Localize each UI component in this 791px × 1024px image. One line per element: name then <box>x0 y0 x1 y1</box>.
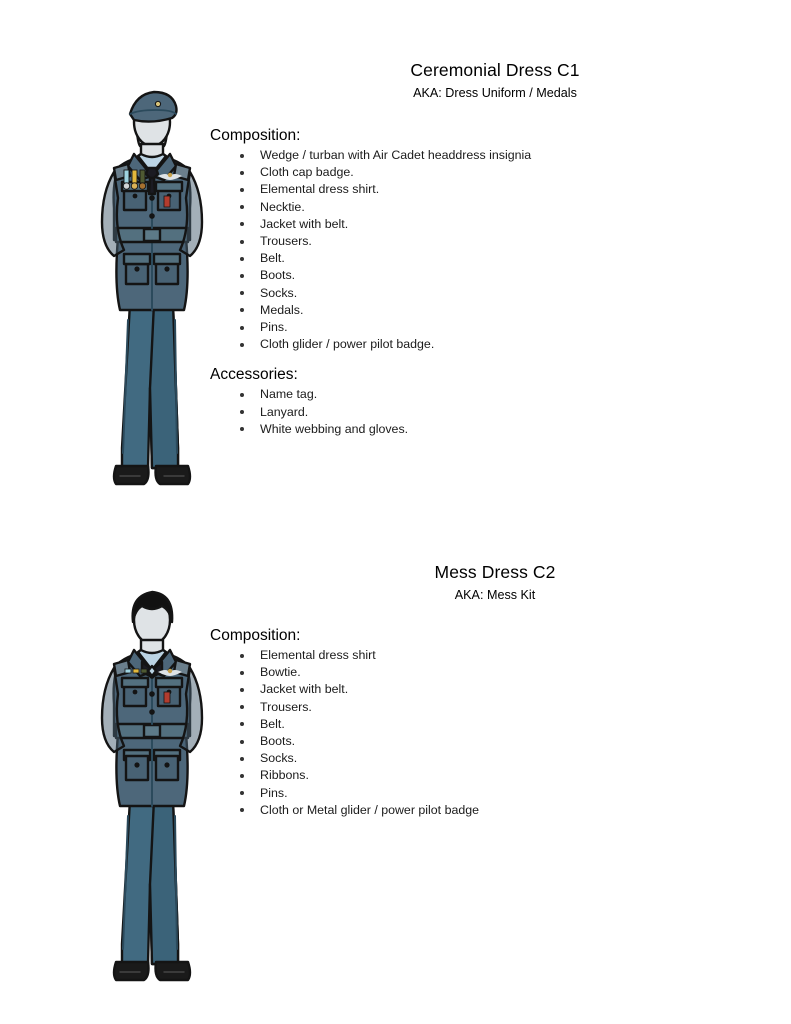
bullet-icon <box>240 740 244 744</box>
composition-c2-item <box>210 716 770 733</box>
bullet-icon <box>240 240 244 244</box>
composition-c1-item <box>210 164 770 181</box>
composition-c2-item-label: Ribbons. <box>260 768 309 783</box>
accessories-c1-item <box>210 421 770 438</box>
text-column-c1 <box>210 60 770 438</box>
bullet-icon <box>240 393 244 397</box>
accessories-c1-item-label: White webbing and gloves. <box>260 421 409 436</box>
composition-c2-item <box>210 733 770 750</box>
bullet-icon <box>240 222 244 226</box>
composition-c1-item-label: Boots. <box>260 268 296 283</box>
composition-heading-c1: Composition: <box>210 127 301 144</box>
composition-c1-item-label: Necktie. <box>260 199 305 214</box>
composition-c2-item-label: Bowtie. <box>260 665 301 680</box>
bullet-icon <box>240 257 244 261</box>
bullet-icon <box>240 205 244 209</box>
composition-c1-item <box>210 250 770 267</box>
section-ceremonial-dress-c1 <box>0 60 791 520</box>
composition-c1-item-label: Pins. <box>260 320 288 335</box>
bullet-icon <box>240 343 244 347</box>
composition-c1-item <box>210 267 770 284</box>
ceremonial-dress-c1-illustration <box>78 88 226 498</box>
composition-c1-item-label: Elemental dress shirt. <box>260 182 380 197</box>
composition-c1-item-label: Medals. <box>260 302 304 317</box>
medals-group <box>123 170 145 189</box>
accessories-c1-item-label: Name tag. <box>260 387 318 402</box>
composition-c1-item-label: Cloth glider / power pilot badge. <box>260 337 435 352</box>
composition-c2-item-label: Socks. <box>260 751 298 766</box>
accessories-c1-item-label: Lanyard. <box>260 404 309 419</box>
accessories-c1-item <box>210 404 770 421</box>
composition-c2-item-label: Trousers. <box>260 699 312 714</box>
section-mess-dress-c2 <box>0 562 791 1002</box>
bullet-icon <box>240 671 244 675</box>
mess-dress-c2-illustration <box>78 584 226 989</box>
composition-list-c1 <box>210 147 770 353</box>
composition-c2-item <box>210 785 770 802</box>
composition-c1-item <box>210 199 770 216</box>
composition-list-c2 <box>210 647 770 819</box>
bullet-icon <box>240 308 244 312</box>
composition-c2-item-label: Belt. <box>260 716 285 731</box>
composition-c2-item-label: Cloth or Metal glider / power pilot badge <box>260 802 480 817</box>
text-column-c2 <box>210 562 770 819</box>
composition-c2-item <box>210 647 770 664</box>
composition-c1-item <box>210 216 770 233</box>
bullet-icon <box>240 688 244 692</box>
bullet-icon <box>240 722 244 726</box>
composition-c1-item-label: Trousers. <box>260 234 312 249</box>
composition-c2-item <box>210 664 770 681</box>
bullet-icon <box>240 808 244 812</box>
bullet-icon <box>240 171 244 175</box>
composition-c1-item <box>210 181 770 198</box>
page-title-c1: Ceremonial Dress C1 <box>410 60 580 80</box>
bullet-icon <box>240 654 244 658</box>
composition-c2-item <box>210 802 770 819</box>
composition-c2-item <box>210 699 770 716</box>
composition-c2-item-label: Pins. <box>260 785 288 800</box>
composition-heading-c2: Composition: <box>210 627 301 644</box>
composition-c2-item <box>210 767 770 784</box>
bullet-icon <box>240 791 244 795</box>
accessories-c1-item <box>210 386 770 403</box>
composition-c2-item <box>210 750 770 767</box>
page-subtitle-c2: AKA: Mess Kit <box>454 588 536 602</box>
composition-c2-item-label: Jacket with belt. <box>260 682 349 697</box>
composition-c1-item-label: Jacket with belt. <box>260 216 349 231</box>
accessories-heading-c1: Accessories: <box>210 366 298 384</box>
composition-c2-item-label: Elemental dress shirt <box>260 648 376 662</box>
bullet-icon <box>240 274 244 278</box>
composition-c1-item <box>210 302 770 319</box>
composition-c1-item-label: Socks. <box>260 285 298 300</box>
composition-c1-item <box>210 147 770 164</box>
ribbon-bars-group <box>125 669 147 673</box>
bullet-icon <box>240 427 244 431</box>
bullet-icon <box>240 410 244 414</box>
bullet-icon <box>240 705 244 709</box>
page-subtitle-c1: AKA: Dress Uniform / Medals <box>413 86 577 100</box>
accessories-list-c1 <box>210 386 770 438</box>
bullet-icon <box>240 188 244 192</box>
composition-c2-item <box>210 681 770 698</box>
composition-c1-item-label: Cloth cap badge. <box>260 165 354 180</box>
page-title-c2: Mess Dress C2 <box>434 562 556 582</box>
bullet-icon <box>240 774 244 778</box>
composition-c2-item-label: Boots. <box>260 734 296 749</box>
bullet-icon <box>240 757 244 761</box>
bullet-icon <box>240 326 244 330</box>
composition-c1-item-label: Belt. <box>260 251 285 266</box>
composition-c1-item <box>210 285 770 302</box>
composition-c1-item <box>210 319 770 336</box>
composition-c1-item <box>210 336 770 353</box>
bullet-icon <box>240 291 244 295</box>
composition-c1-item <box>210 233 770 250</box>
bullet-icon <box>240 154 244 158</box>
composition-c1-item-label: Wedge / turban with Air Cadet headdress insignia <box>260 148 532 162</box>
